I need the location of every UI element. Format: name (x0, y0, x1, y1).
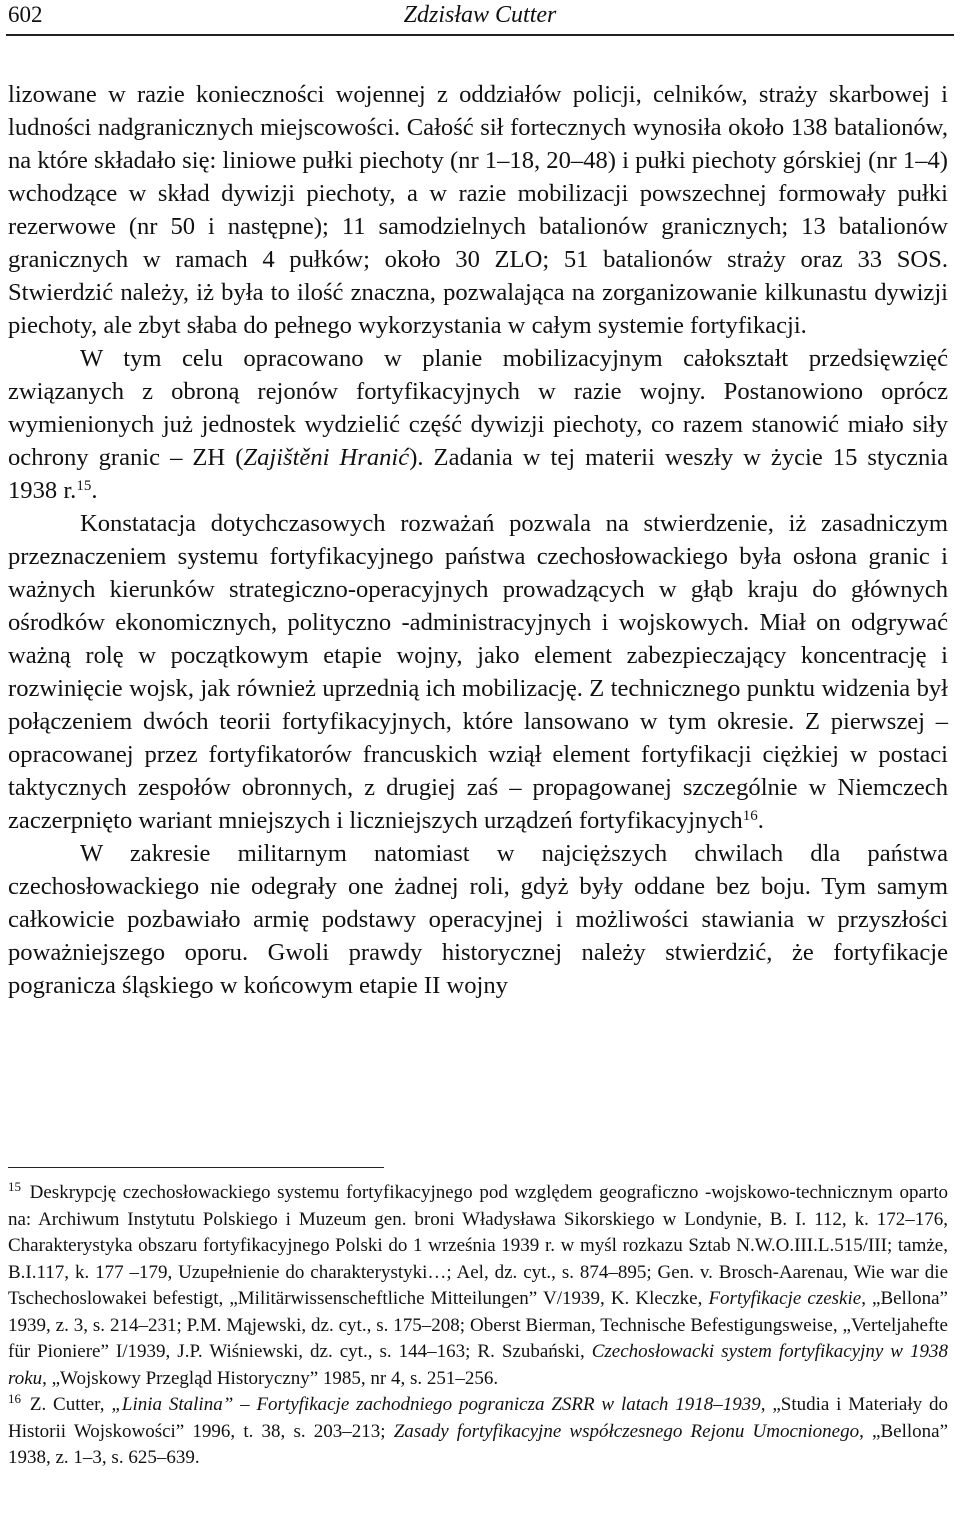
footnote-15 (8, 1180, 948, 1392)
footnote-16-text-b: , „Studia i Materiały do Historii Wojskowości” 1996, t. 38, s. 203–213; (8, 1394, 948, 1442)
paragraph-2-italic: Zajištěni Hranić (243, 444, 410, 471)
header-rule (6, 34, 954, 36)
footnote-16-text: Z. Cutter, (23, 1394, 112, 1415)
footnote-16-text-c: , „Bellona” 1938, z. 1–3, s. 625–639. (8, 1420, 949, 1468)
footnote-ref-15[interactable]: 15 (76, 477, 92, 494)
footnote-16-italic-1: „Linia Stalina” – Fortyfikacje zachodniego pogranicza ZSRR w latach 1918–1939 (111, 1394, 761, 1415)
footnote-15-italic-1: Fortyfikacje czeskie (708, 1288, 862, 1309)
running-title: Zdzisław Cutter (403, 2, 557, 28)
footnotes (8, 1180, 948, 1472)
footnote-15-mark: 15 (8, 1178, 21, 1194)
footnote-16 (8, 1392, 948, 1472)
paragraph-2-text-b: ). Zadania w tej materii weszły w życie 15 stycznia 1938 r. (8, 444, 949, 504)
paragraph-3-text: Konstatacja dotychczasowych rozważań pozwala na stwierdzenie, iż zasadniczym przeznaczeniem systemu fortyfikacyjnego państwa czechosłowackiego była osłona granic i ważnych kierunków strategiczno-operacyjnych prowadzących w głąb kraju do głównych ośrodków ekonomicznych, polityczno -administracyjnych i wojskowych. Miał on odgrywać ważną rolę w początkowym etapie wojny, jako element zabezpieczający koncentrację i rozwinięcie wojsk, jak również uprzednią ich mobilizację. Z technicznego punktu widzenia był połączeniem dwóch teorii fortyfikacyjnych, które lansowano w tym okresie. Z pierwszej – opracowanej przez fortyfikatorów francuskich wziął element fortyfikacji ciężkiej w postaci taktycznych zespołów obronnych, z drugiej zaś – propagowanej szczególnie w Niemczech zaczerpnięto wariant mniejszych i liczniejszych urządzeń fortyfikacyjnych (8, 510, 948, 834)
footnote-15-text: Deskrypcję czechosłowackiego systemu fortyfikacyjnego pod względem geograficzno -wojskowo-technicznym oparto na: Archiwum Instytutu Polskiego i Muzeum gen. broni Władysława Sikorskiego w Londynie, B. I. 112, k. 172–176, Charakterystyka obszaru fortyfikacyjnego Polski do 1 września 1939 r. w myśl rozkazu Sztab N.W.O.III.L.515/III; tamże, B.I.117, k. 177 –179, Uzupełnienie do charakterystyki…; Ael, dz. cyt., s. 874–895; Gen. v. Brosch-Aarenau, Wie war die Tschechoslowakei befestigt, „Militärwissenscheftliche Mitteilungen” V/1939, K. Kleczke, (8, 1182, 948, 1309)
paragraph-3-text-b: . (757, 807, 764, 834)
paragraph-1-text: lizowane w razie konieczności wojennej z oddziałów policji, celników, straży skarbowej i ludności nadgranicznych miejscowości. Całość sił fortecznych wynosiła około 138 batalionów, na które składało się: liniowe pułki piechoty (nr 1–18, 20–48) i pułki piechoty górskiej (nr 1–4) wchodzące w skład dywizji piechoty, a w razie mobilizacji powszechnej formowały pułki rezerwowe (nr 50 i następne); 11 samodzielnych batalionów granicznych; 13 batalionów granicznych w ramach 4 pułków; około 30 ZLO; 51 batalionów straży oraz 33 SOS. Stwierdzić należy, iż była to ilość znaczna, pozwalająca na zorganizowanie kilkunastu dywizji piechoty, ale zbyt słaba do pełnego wykorzystania w całym systemie fortyfikacji. (8, 81, 948, 339)
footnote-15-text-b: , „Bellona” 1939, z. 3, s. 214–231; P.M. Mąjewski, dz. cyt., s. 175–208; Oberst Bierman, Technische Befestigungsweise, „Verteljahefte für Pioniere” I/1939, J.P. Wiśniewski, dz. cyt., s. 144–163; R. Szubański, (8, 1288, 948, 1362)
paragraph-2-text-c: . (91, 477, 98, 504)
footnote-16-mark: 16 (8, 1390, 21, 1406)
footnote-15-text-c: , „Wojskowy Przegląd Historyczny” 1985, nr 4, s. 251–256. (42, 1367, 499, 1389)
paragraph-2-text: W tym celu opracowano w planie mobilizacyjnym całokształt przedsięwzięć związanych z obroną rejonów fortyfikacyjnych w razie wojny. Postanowiono oprócz wymienionych już jednostek wydzielić część dywizji piechoty, co razem stanowić miało siły ochrony granic – ZH ( (8, 345, 948, 471)
footnote-ref-16[interactable]: 16 (742, 807, 758, 824)
footnote-15-italic-2: Czechosłowacki system fortyfikacyjny w 1938 roku (8, 1341, 948, 1389)
paragraph-3 (8, 507, 948, 837)
footnote-16-italic-2: Zasady fortyfikacyjne współczesnego Rejonu Umocnionego (393, 1420, 860, 1442)
footnote-separator (8, 1167, 384, 1168)
body-text (8, 78, 948, 1002)
running-header (0, 0, 960, 32)
paragraph-4 (8, 837, 948, 1002)
paragraph-4-text: W zakresie militarnym natomiast w najcięższych chwilach dla państwa czechosłowackiego nie odegrały one żadnej roli, gdyż były oddane bez boju. Tym samym całkowicie pozbawiało armię podstawy operacyjnej i możliwości stawiania w przyszłości poważniejszego oporu. Gwoli prawdy historycznej należy stwierdzić, że fortyfikacje pogranicza śląskiego w końcowym etapie II wojny (8, 840, 948, 999)
paragraph-2 (8, 342, 948, 507)
paragraph-1 (8, 78, 948, 342)
page-number: 602 (8, 2, 43, 27)
